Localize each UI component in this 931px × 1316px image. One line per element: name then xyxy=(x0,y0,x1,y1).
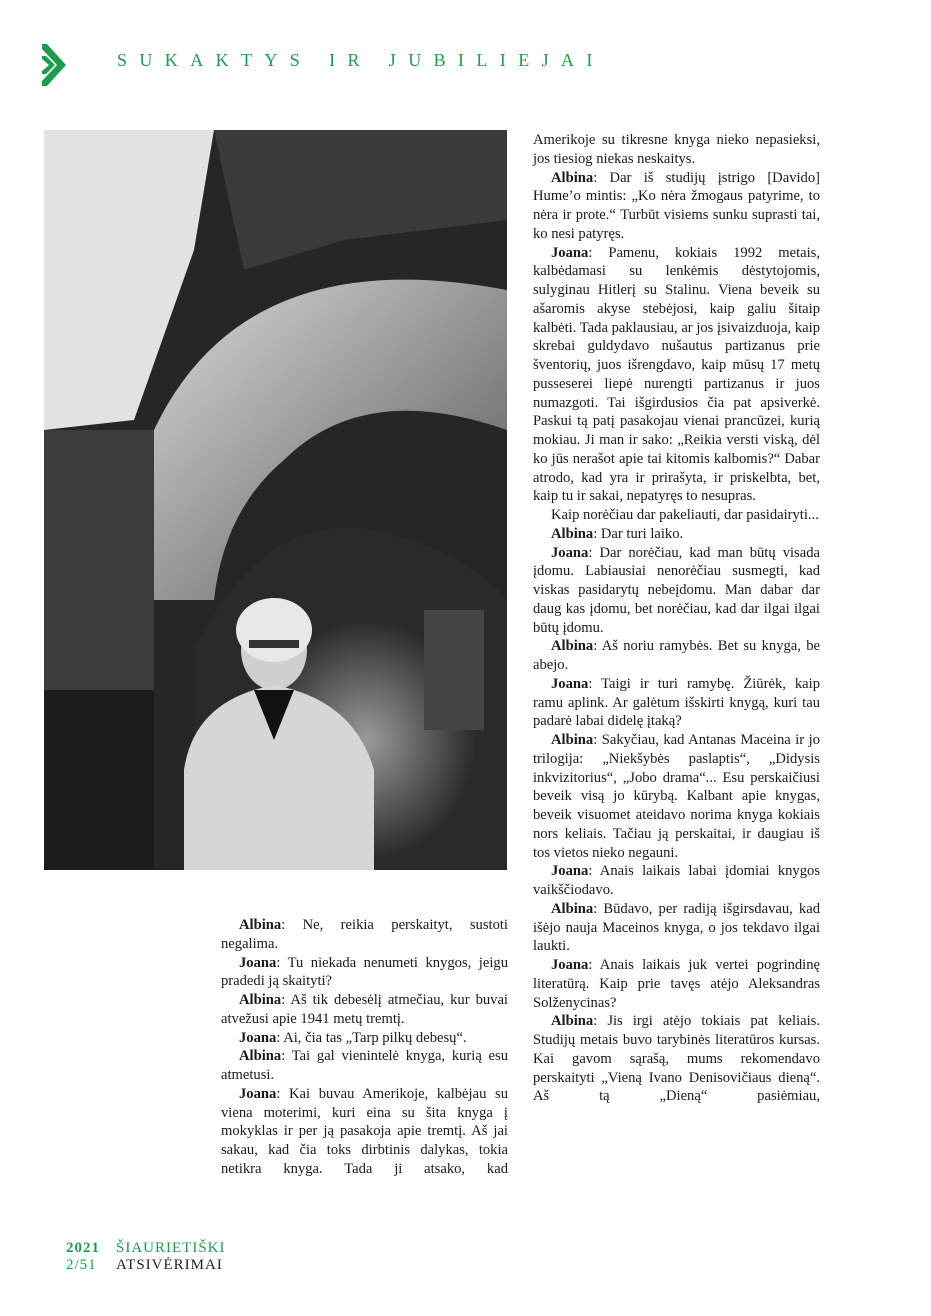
dialogue-paragraph xyxy=(533,637,820,675)
dialogue-paragraph xyxy=(533,956,820,1012)
speaker-name: Albina xyxy=(551,1013,594,1030)
dialogue-paragraph xyxy=(533,131,820,169)
speaker-name: Albina xyxy=(239,1048,282,1065)
paragraph-text: Kaip norėčiau dar pakeliauti, dar pasidairyti... xyxy=(551,507,819,523)
dialogue-paragraph xyxy=(533,244,820,507)
dialogue-paragraph xyxy=(221,1085,508,1179)
article-column-right xyxy=(533,131,820,1106)
speaker-name: Joana xyxy=(551,863,589,880)
dialogue-paragraph xyxy=(533,506,820,525)
paragraph-text: : Būdavo, per radiją išgirsdavau, kad išėjo nauja Maceinos knyga, o jos tekdavo ilgai laukti. xyxy=(533,900,820,955)
dialogue-paragraph xyxy=(221,991,508,1029)
paragraph-text: : Dar iš studijų įstrigo [Davido] Hume’o mintis: „Ko nėra žmogaus patyrime, to nėra ir protе.“ Turbūt visiems sunku suprasti tai, ko nesi patyręs. xyxy=(533,169,820,242)
dialogue-paragraph xyxy=(533,900,820,956)
dialogue-paragraph xyxy=(533,544,820,638)
footer-year: 2021 xyxy=(66,1240,100,1256)
magazine-name-line2: ATSIVĖRIMAI xyxy=(116,1257,223,1273)
page-footer xyxy=(66,1240,226,1274)
paragraph-text: : Aš tik debesėlį atmečiau, kur buvai atvežusi apie 1941 metų tremtį. xyxy=(221,992,508,1027)
speaker-name: Joana xyxy=(551,544,589,561)
portrait-photo xyxy=(44,130,507,870)
paragraph-text: : Aš noriu ramybės. Bet su knyga, be abejo. xyxy=(533,638,820,673)
paragraph-text: Amerikoje su tikresne knyga nieko nepasieksi, jos tiesiog niekas neskaitys. xyxy=(533,132,820,167)
dialogue-paragraph xyxy=(533,731,820,862)
speaker-name: Albina xyxy=(551,638,594,655)
dialogue-paragraph xyxy=(221,916,508,954)
paragraph-text: : Anais laikais labai įdomiai knygos vaikščiodavo. xyxy=(533,863,820,898)
dialogue-paragraph xyxy=(533,675,820,731)
paragraph-text: : Kai buvau Amerikoje, kalbėjau su viena moterimi, kuri eina su šita knyga į mokyklas ir per ją pasakoja apie tremtį. Aš jai sakau, kad čia toks dirbtinis dalykas, tokia netikra knyga. Tada ji atsako, kad xyxy=(221,1085,508,1177)
paragraph-text: : Tu niekada nenumeti knygos, jeigu pradedi ją skaityti? xyxy=(221,954,508,990)
speaker-name: Joana xyxy=(551,957,589,973)
paragraph-text: : Tai gal vienintelė knyga, kurią esu atmetusi. xyxy=(221,1048,508,1083)
magazine-name-line1: ŠIAURIETIŠKI xyxy=(116,1240,226,1256)
paragraph-text: : Jis irgi atėjo tokiais pat keliais. Studijų metais buvo tarybinės literatūros kursas. Kai gavom sąrašą, mums rekomendavo perskaityti „Vieną Ivano Denisovičiaus dieną“. Aš tą „Dieną“ pasiėmiau, xyxy=(533,1013,820,1105)
chevron-logo-icon xyxy=(42,44,68,86)
speaker-name: Albina xyxy=(551,900,594,917)
speaker-name: Albina xyxy=(551,169,594,186)
speaker-name: Albina xyxy=(551,525,594,542)
dialogue-paragraph xyxy=(533,862,820,900)
paragraph-text: : Sakyčiau, kad Antanas Maceina ir jo trilogija: „Niekšybės paslaptis“, „Didysis inkvizitorius“, „Jobo drama“... Esu perskaičiusi beveik visą jo kūrybą. Kalbant apie knygas, beveik visuomet ateidavo norima knyga kokiais nors keliais. Tačiau ją perskaitai, ir daugiau iš tos vietos nieko negauni. xyxy=(533,732,820,861)
article-column-left xyxy=(221,916,508,1179)
paragraph-text: : Dar norėčiau, kad man būtų visada įdomu. Labiausiai nenorėčiau susmegti, kad viskas pasidarytų nebeįdomu. Man dabar dar daug kas įdomu, bet norėčiau, kad dar ilgai ilgai būtų įdomu. xyxy=(533,544,820,636)
dialogue-paragraph xyxy=(221,1029,508,1048)
speaker-name: Albina xyxy=(551,732,594,748)
speaker-name: Albina xyxy=(239,992,282,1008)
dialogue-paragraph xyxy=(533,525,820,544)
paragraph-text: : Anais laikais juk vertei pogrindinę literatūrą. Kaip prie tavęs atėjo Aleksandras Solženycinas? xyxy=(533,957,820,1011)
paragraph-text: : Ne, reikia perskaityt, sustoti negalima. xyxy=(221,917,508,952)
paragraph-text: : Ai, čia tas „Tarp pilkų debesų“. xyxy=(276,1029,467,1046)
dialogue-paragraph xyxy=(221,1047,508,1085)
speaker-name: Joana xyxy=(239,1029,277,1046)
speaker-name: Joana xyxy=(551,675,589,692)
dialogue-paragraph xyxy=(221,954,508,992)
paragraph-text: : Pamenu, kokiais 1992 metais, kalbėdamasi su lenkėmis dėstytojomis, sulyginau Hitlerį su Stalinu. Viena beveik su ašaromis akyse stebėjosi, kaip galiu šitaip kalbėti. Tada paklausiau, ar jos įsivaizduoja, kaip skrebai guldydavo nušautus partizanus prie šventorių, juos išrengdavo, kaip mūsų 17 metų pusseserei liepė nurengti partizanus ir juos numazgoti. Tai išgirdusios čia pat apsiverkė. Paskui tą patį pasakojau vienai prancūzei, kurią mokiau. Ji man ir sako: „Reikia versti viską, dėl ko jūs nerašot apie tai kitomis kalbomis?“ Dabar atrodo, kad yra ir prirašyta, ir priskelbta, bet, kaip tu ir sakai, nepatyręs to nesupras. xyxy=(533,244,820,505)
speaker-name: Joana xyxy=(551,244,589,261)
speaker-name: Joana xyxy=(239,954,277,971)
dialogue-paragraph xyxy=(533,169,820,244)
dialogue-paragraph xyxy=(533,1012,820,1106)
paragraph-text: : Taigi ir turi ramybę. Žiūrėk, kaip ramu aplink. Ar galėtum išskirti knygą, kuri tau padarė labai didelę įtaką? xyxy=(533,675,820,730)
speaker-name: Albina xyxy=(239,917,282,933)
section-title: SUKAKTYS IR JUBILIEJAI xyxy=(117,50,605,70)
paragraph-text: : Dar turi laiko. xyxy=(593,525,684,542)
footer-issue: 2/51 xyxy=(66,1257,97,1273)
speaker-name: Joana xyxy=(239,1085,277,1102)
